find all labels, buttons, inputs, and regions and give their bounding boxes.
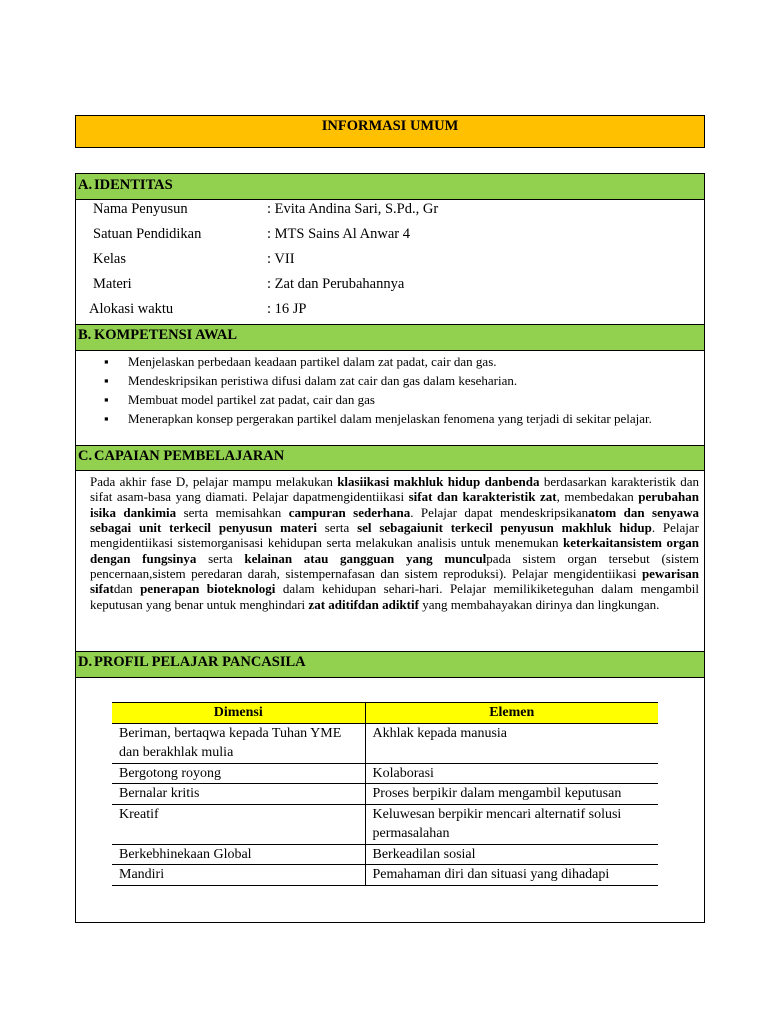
bold-phrase: campuran sederhana	[288, 504, 411, 520]
elemen-cell: Proses berpikir dalam mengambil keputusan	[365, 784, 658, 805]
bold-phrase: sel sebagaiunit terkecil penyusun makhluk hidup	[357, 520, 652, 536]
bold-phrase: klasiikasi makhluk hidup danbenda	[337, 474, 540, 489]
table-row	[112, 784, 658, 805]
text-run: dalam kehidupan sehari-hari. Pelajar memilikiketeguhan dalam mengambil keputusan yang benar untuk menghindari	[90, 581, 700, 612]
list-item: ▪ Membuat model partikel zat padat, cair dan gas	[104, 392, 684, 408]
bold-phrase: zat aditifdan adiktif	[308, 596, 419, 612]
title-bar	[75, 115, 705, 148]
bold-phrase: perubahan isika dankimia	[90, 489, 699, 520]
bold-phrase: keterkaitansistem organ dengan fungsinya	[90, 535, 699, 566]
column-header-dimensi: Dimensi	[112, 703, 365, 724]
dimensi-cell: Bernalar kritis	[112, 784, 365, 805]
text-run: . Pelajar mengidentiikasi sistemorganisasi kehidupan serta melakukan analisis untuk menemukan	[90, 520, 700, 551]
table-row	[112, 763, 658, 784]
dimensi-cell: Bergotong royong	[112, 763, 365, 784]
dimensi-cell: Beriman, bertaqwa kepada Tuhan YME dan berakhlak mulia	[112, 723, 365, 763]
bold-phrase: pewarisan sifat	[90, 566, 699, 597]
info-table: A. IDENTITAS Nama Penyusun : Evita Andina Sari, S.Pd., Gr Satuan Pendidikan : MTS Sains Al Anwar 4 Kelas : VII Materi : Zat dan Perubahannya Alokasi waktu : 16 JP B. KOMPETENSI AWAL ▪ Menjelaskan perbedaan keadaan partikel dalam zat padat, cair dan gas. ▪ Mendeskripsikan peristiwa difusi dalam zat cair dan gas dalam keseharian. ▪ Membuat model partikel zat padat, cair dan gas ▪ Menerapkan konsep pergerakan partikel dalam menjelaskan fenomena yang terjadi di sekitar pelajar. C. CAPAIAN PEMBELAJARAN Pada akhir fase D, pelajar mampu melakukan klasiikasi makhluk hidup danbenda berdasarkan karakteristik dan sifat asam-basa yang diamati. Pelajar dapatmengidentiikasi sifat dan karakteristik zat, membedakan perubahan isika dankimia serta memisahkan campuran sederhana. Pelajar dapat mendeskripsikanatom dan senyawa sebagai unit terkecil penyusun materi serta sel sebagaiunit terkecil penyusun makhluk hidup. Pelajar mengidentiikasi sistemorganisasi kehidupan serta melakukan analisis untuk menemukan keterkaitansistem organ dengan fungsinya serta kelainan atau gangguan yang munculpada sistem organ tersebut (sistem pencernaan,sistem peredaran darah, sistempernafasan dan sistem reproduksi). Pelajar mengidentiikasi pewarisan sifatdan penerapan bioteknologi dalam kehidupan sehari-hari. Pelajar memilikiketeguhan dalam mengambil keputusan yang benar untuk menghindari zat aditifdan adiktif yang membahayakan dirinya dan lingkungan. D. PROFIL PELAJAR PANCASILA Dimensi Elemen Beriman, bertaqwa kepada Tuhan YME dan berakhlak mulia Akhlak kepada manusia Bergotong royong Kolaborasi Bernalar kritis Proses berpikir dalam mengambil keputusan Kreatif Keluwesan berpikir mencari alternatif solusi permasalahan Berkebhinekaan Global Berkeadilan sosial Mandiri Pemahaman diri dan situasi yang dihadapi	[75, 173, 705, 923]
text-run: Pada akhir fase D, pelajar mampu melakukan	[90, 474, 338, 489]
elemen-cell: Berkeadilan sosial	[365, 844, 658, 865]
table-row	[112, 865, 658, 886]
elemen-cell: Pemahaman diri dan situasi yang dihadapi	[365, 865, 658, 886]
elemen-cell: Akhlak kepada manusia	[365, 723, 658, 763]
bold-phrase: sifat dan karakteristik zat	[408, 489, 557, 505]
text-run: berdasarkan karakteristik dan sifat asam-basa yang diamati. Pelajar dapatmengidentiikasi	[90, 474, 700, 505]
dimensi-cell: Berkebhinekaan Global	[112, 844, 365, 865]
text-run: dan	[113, 581, 141, 597]
text-run: serta	[316, 520, 358, 536]
dimensi-cell: Kreatif	[112, 804, 365, 844]
document-title: INFORMASI UMUM	[321, 118, 459, 134]
table-row	[112, 723, 658, 763]
bold-phrase: atom dan senyawa sebagai unit terkecil penyusun materi	[90, 504, 699, 536]
list-item: ▪ Menjelaskan perbedaan keadaan partikel dalam zat padat, cair dan gas.	[104, 354, 684, 370]
table-header-row	[112, 703, 658, 724]
text-run: . Pelajar dapat mendeskripsikan	[410, 504, 589, 520]
text-run: serta	[196, 550, 245, 566]
bold-phrase: penerapan bioteknologi	[140, 581, 276, 597]
text-run: pada sistem organ tersebut (sistem pencernaan,sistem peredaran darah, sistempernafasan dan sistem reproduksi). Pelajar mengidentiikasi	[90, 550, 699, 582]
list-item: ▪ Menerapkan konsep pergerakan partikel dalam menjelaskan fenomena yang terjadi di sekitar pelajar.	[104, 411, 684, 427]
text-run: , membedakan	[556, 489, 639, 505]
table-row	[112, 804, 658, 844]
text-run: yang membahayakan dirinya dan lingkungan.	[418, 596, 660, 612]
section-header-kompetensi: B. KOMPETENSI AWAL	[76, 324, 704, 351]
section-header-profil: D. PROFIL PELAJAR PANCASILA	[76, 651, 704, 678]
column-header-elemen: Elemen	[365, 703, 658, 724]
elemen-cell: Keluwesan berpikir mencari alternatif solusi permasalahan	[365, 804, 658, 844]
kompetensi-list	[104, 354, 684, 430]
bold-phrase: kelainan atau gangguan yang muncul	[244, 550, 487, 566]
dimensi-cell: Mandiri	[112, 865, 365, 886]
section-header-identitas: A. IDENTITAS	[76, 174, 704, 200]
profil-table	[112, 702, 658, 886]
capaian-paragraph	[90, 474, 699, 612]
section-header-capaian: C. CAPAIAN PEMBELAJARAN	[76, 445, 704, 471]
list-item: ▪ Mendeskripsikan peristiwa difusi dalam zat cair dan gas dalam keseharian.	[104, 373, 684, 389]
text-run: serta memisahkan	[176, 504, 289, 520]
table-row	[112, 844, 658, 865]
elemen-cell: Kolaborasi	[365, 763, 658, 784]
